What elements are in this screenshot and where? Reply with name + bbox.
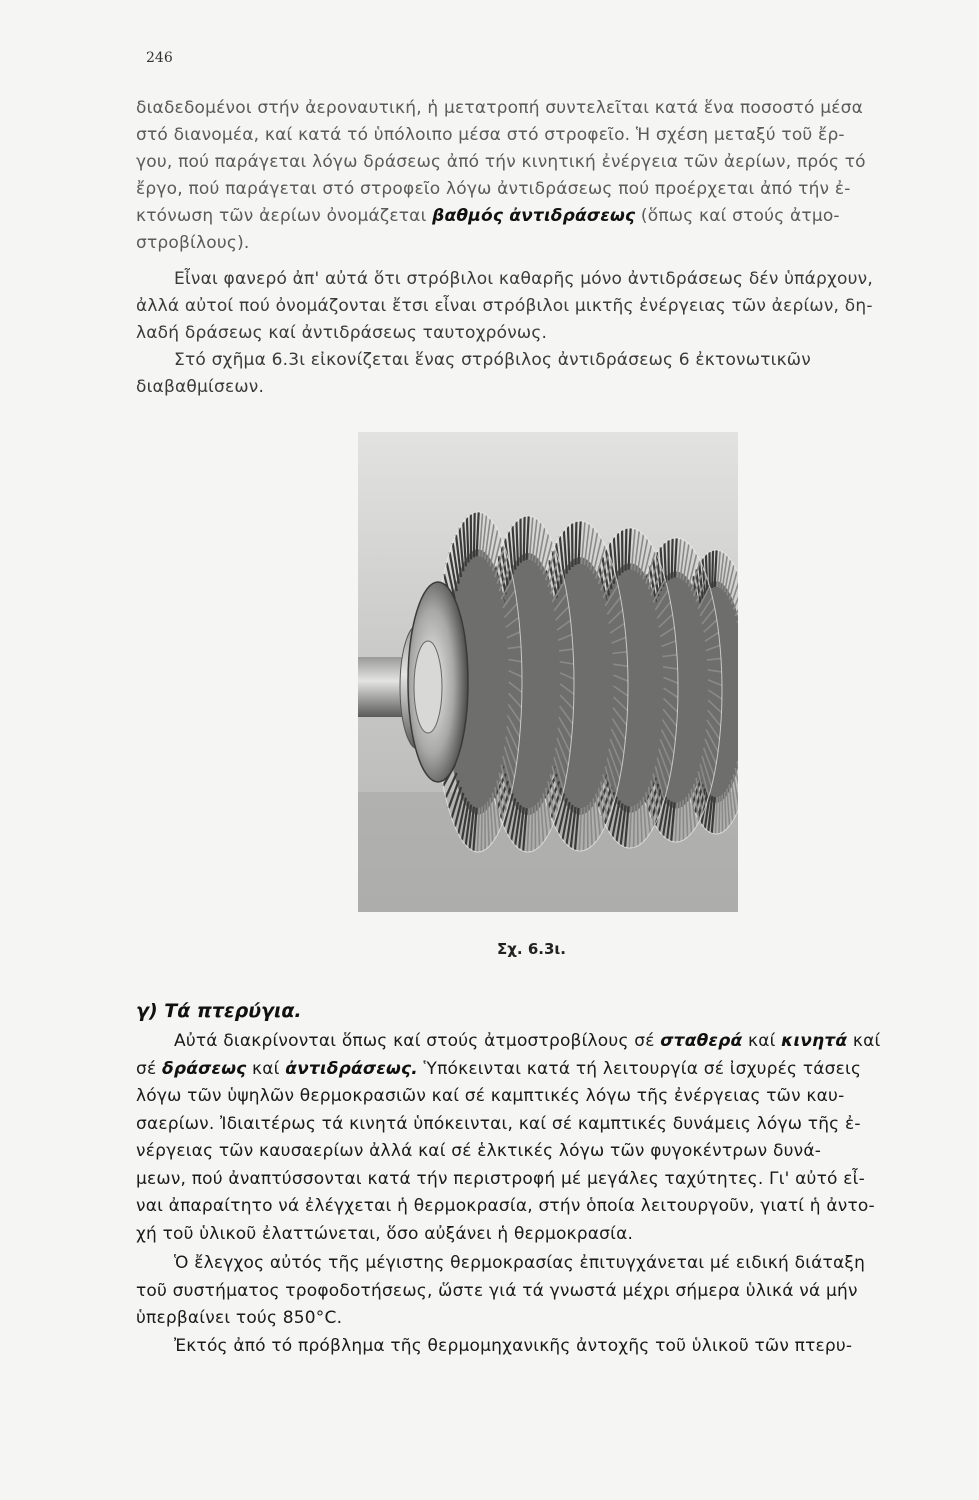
text-line: χή τοῦ ὑλικοῦ ἐλαττώνεται, ὅσο αὐξάνει ἡ θερμοκρασία.	[136, 1223, 634, 1244]
blade	[524, 517, 525, 561]
text-span: κτόνωση τῶν ἀερίων ὀνομάζεται	[136, 206, 433, 226]
text-span: καί	[246, 1058, 286, 1079]
text-span: καί	[742, 1031, 782, 1051]
blade	[531, 807, 532, 851]
text-span: καί	[847, 1031, 881, 1051]
text-line: τοῦ συστήματος τροφοδοτήσεως, ὥστε γιά τά γνωστά μέχρι σήμερα ὑλικά νά μήν	[136, 1280, 858, 1301]
text-line: ἔργο, πού παράγεται στό στροφεῖο λόγω ἀντιδράσεως πού προέρχεται ἀπό τήν ἐ-	[136, 179, 851, 199]
paragraph-pure-reaction	[136, 266, 958, 347]
text-line: ἀλλά αὐτοί πού ὀνομάζονται ἔτσι εἶναι στρόβιλοι μικτῆς ἐνέργειας τῶν ἀερίων, δη-	[136, 296, 873, 316]
text-line: σαερίων. Ἰδιαιτέρως τά κινητά ὑπόκεινται, καί σέ καμπτικές δυνάμεις λόγω τῆς ἐ-	[136, 1113, 861, 1134]
figure-caption: Σχ. 6.3ι.	[497, 940, 566, 958]
turbine-rotor-illustration	[358, 432, 738, 912]
blade	[679, 802, 680, 842]
text-line: Ὁ ἔλεγχος αὐτός τῆς μέγιστης θερμοκρασίας ἐπιτυγχάνεται μέ ειδική διάταξη	[174, 1253, 866, 1273]
text-line: Ἐκτός ἀπό τό πρόβλημα τῆς θερμομηχανικῆς ἀντοχῆς τοῦ ὑλικοῦ τῶν πτερυ-	[174, 1336, 853, 1356]
blade	[584, 807, 585, 851]
paragraph-figure-reference	[136, 347, 958, 401]
text-line: ναι ἀπαραίτητο νά ἐλέγχεται ἡ θερμοκρασία, στήν ὁποία λειτουργοῦν, γιατί ἡ ἀντο-	[136, 1196, 875, 1216]
text-span: σέ	[136, 1058, 162, 1079]
hub-bore	[414, 641, 442, 733]
page-number: 246	[146, 50, 173, 66]
blade	[481, 807, 482, 852]
paragraph-blades	[136, 1028, 958, 1248]
term-moving: κινητά	[781, 1031, 848, 1051]
text-span: (ὅπως καί στούς ἀτμο-	[635, 206, 840, 226]
text-line: στροβίλους).	[136, 233, 250, 253]
text-line: στό διανομέα, καί κατά τό ὑπόλοιπο μέσα στό στροφεῖο. Ἡ σχέση μεταξύ τοῦ ἔρ-	[136, 125, 845, 145]
blade	[626, 528, 627, 570]
blade	[712, 550, 713, 588]
term-reaction-degree: βαθμός ἀντιδράσεως	[432, 206, 636, 226]
text-line	[136, 203, 958, 230]
text-line: λόγω τῶν ὑψηλῶν θερμοκρασιῶν καί σέ καμπτικές λόγω τῆς ἐνέργειας τῶν καυ-	[136, 1086, 845, 1106]
text-line: ὑπερβαίνει τούς 850°C.	[136, 1308, 343, 1328]
blade	[576, 522, 577, 566]
term-reaction: ἀντιδράσεως.	[285, 1058, 418, 1079]
paragraph-temperature-control	[136, 1250, 958, 1333]
text-line: μεων, πού ἀναπτύσσονται κατά τήν περιστροφή μέ μεγάλες ταχύτητες. Γι' αὐτό εἶ-	[136, 1168, 865, 1189]
text-line: νέργειας τῶν καυσαερίων ἀλλά καί σέ ἑλκτικές λόγω τῶν φυγοκέντρων δυνά-	[136, 1141, 822, 1161]
blade	[634, 805, 635, 847]
blade	[706, 555, 707, 593]
blade	[474, 513, 475, 558]
text-line: Στό σχῆμα 6.3ι εἰκονίζεται ἕνας στρόβιλος ἀντιδράσεως 6 ἐκτονωτικῶν	[174, 350, 811, 370]
intro-paragraph	[136, 95, 958, 257]
turbine-rotor-photo	[358, 432, 738, 912]
text-line: λαδή δράσεως καί ἀντιδράσεως ταυτοχρόνως.	[136, 323, 548, 343]
text-line	[136, 1056, 958, 1084]
section-heading: γ) Τά πτερύγια.	[136, 1000, 302, 1022]
term-impulse: δράσεως	[161, 1058, 247, 1079]
blade	[672, 538, 673, 578]
blade	[719, 796, 720, 834]
text-line: γου, πού παράγεται λόγω δράσεως ἀπό τήν κινητική ἐνέργεια τῶν ἀερίων, πρός τό	[136, 152, 866, 172]
text-line: διαδεδομένοι στήν ἀεροναυτική, ἡ μετατροπή συντελεῖται κατά ἕνα ποσοστό μέσα	[136, 98, 863, 118]
text-line: διαβαθμίσεων.	[136, 377, 265, 397]
paragraph-thermomechanical	[136, 1333, 958, 1361]
text-line	[136, 1028, 958, 1056]
text-span: Ὑπόκεινται κατά τή λειτουργία σέ ἰσχυρές τάσεις	[417, 1058, 862, 1079]
term-stationary: σταθερά	[660, 1031, 743, 1051]
text-span: Αὐτά διακρίνονται ὅπως καί στούς ἀτμοστροβίλους σέ	[174, 1031, 661, 1051]
text-line: Εἶναι φανερό ἀπ' αὐτά ὅτι στρόβιλοι καθαρῆς μόνο ἀντιδράσεως δέν ὑπάρχουν,	[174, 269, 873, 289]
